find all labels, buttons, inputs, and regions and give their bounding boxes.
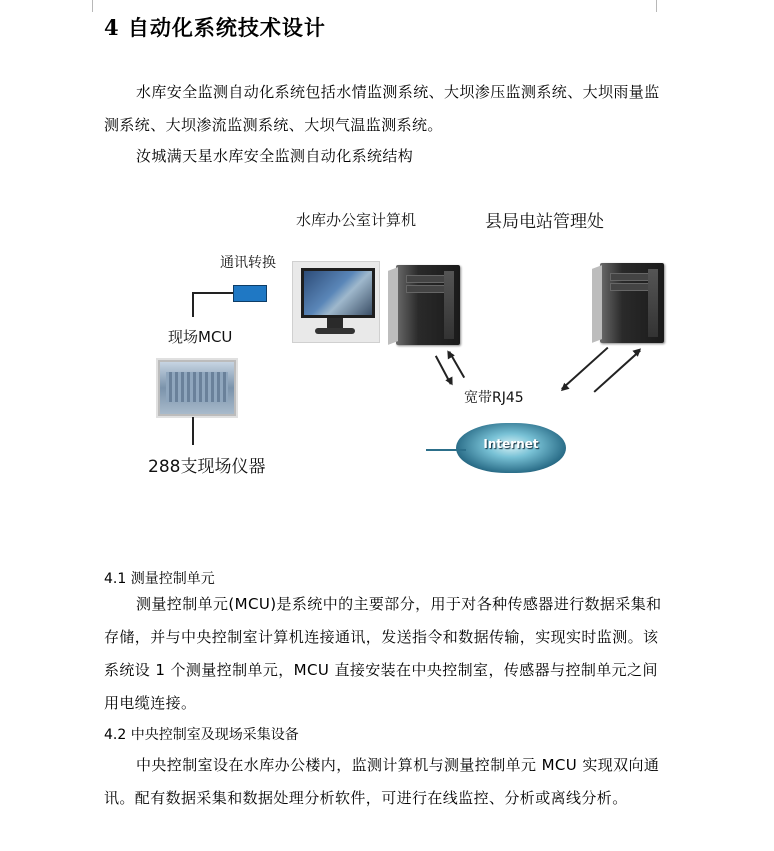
mcu-device-image: [158, 360, 236, 416]
arrow-down-left: [435, 355, 451, 384]
office-computer-tower: [396, 265, 460, 345]
converter-link-v: [192, 292, 194, 317]
instrument-link: [192, 417, 194, 445]
section-4-2-body: 中央控制室设在水库办公楼内，监测计算机与测量控制单元 MCU 实现双向通讯。配有数据采集和数据处理分析软件，可进行在线监控、分析或离线分析。: [104, 756, 660, 807]
internet-label: Internet: [483, 437, 539, 451]
county-computer-tower: [600, 263, 664, 343]
arrow-up-right: [593, 350, 640, 393]
chapter-title: 4 自动化系统技术设计: [104, 15, 326, 40]
broadband-label: 宽带RJ45: [464, 390, 524, 406]
converter-link-h: [193, 292, 233, 294]
section-4-1-heading: 4.1 测量控制单元: [104, 571, 215, 587]
section-4-1-body: 测量控制单元(MCU)是系统中的主要部分，用于对各种传感器进行数据采集和存储，并与中央控制室计算机连接通讯，发送指令和数据传输，实现实时监测。该系统设 1 个测量控制单元，MCU 直接安装在中央控制室，传感器与控制单元之间用电缆连接。: [104, 595, 662, 712]
crop-mark-left: [78, 0, 93, 12]
field-instruments-label: 288支现场仪器: [148, 457, 266, 477]
county-station-label: 县局电站管理处: [485, 212, 604, 232]
monitor-image: [292, 261, 380, 343]
arrow-up-left: [448, 351, 464, 378]
field-mcu-label: 现场MCU: [168, 328, 233, 346]
diagram-caption: 汝城满天星水库安全监测自动化系统结构: [136, 147, 414, 165]
comm-converter-device: [233, 285, 267, 302]
internet-cloud-icon: [456, 423, 566, 473]
monitor-screen: [301, 268, 375, 318]
office-computer-label: 水库办公室计算机: [296, 211, 417, 229]
crop-mark-right: [656, 0, 671, 12]
section-4-2-heading: 4.2 中央控制室及现场采集设备: [104, 727, 299, 743]
system-structure-diagram: [140, 195, 660, 495]
intro-paragraph: 水库安全监测自动化系统包括水情监测系统、大坝渗压监测系统、大坝雨量监测系统、大坝渗流监测系统、大坝气温监测系统。: [104, 83, 660, 134]
comm-converter-label: 通讯转换: [220, 255, 276, 271]
